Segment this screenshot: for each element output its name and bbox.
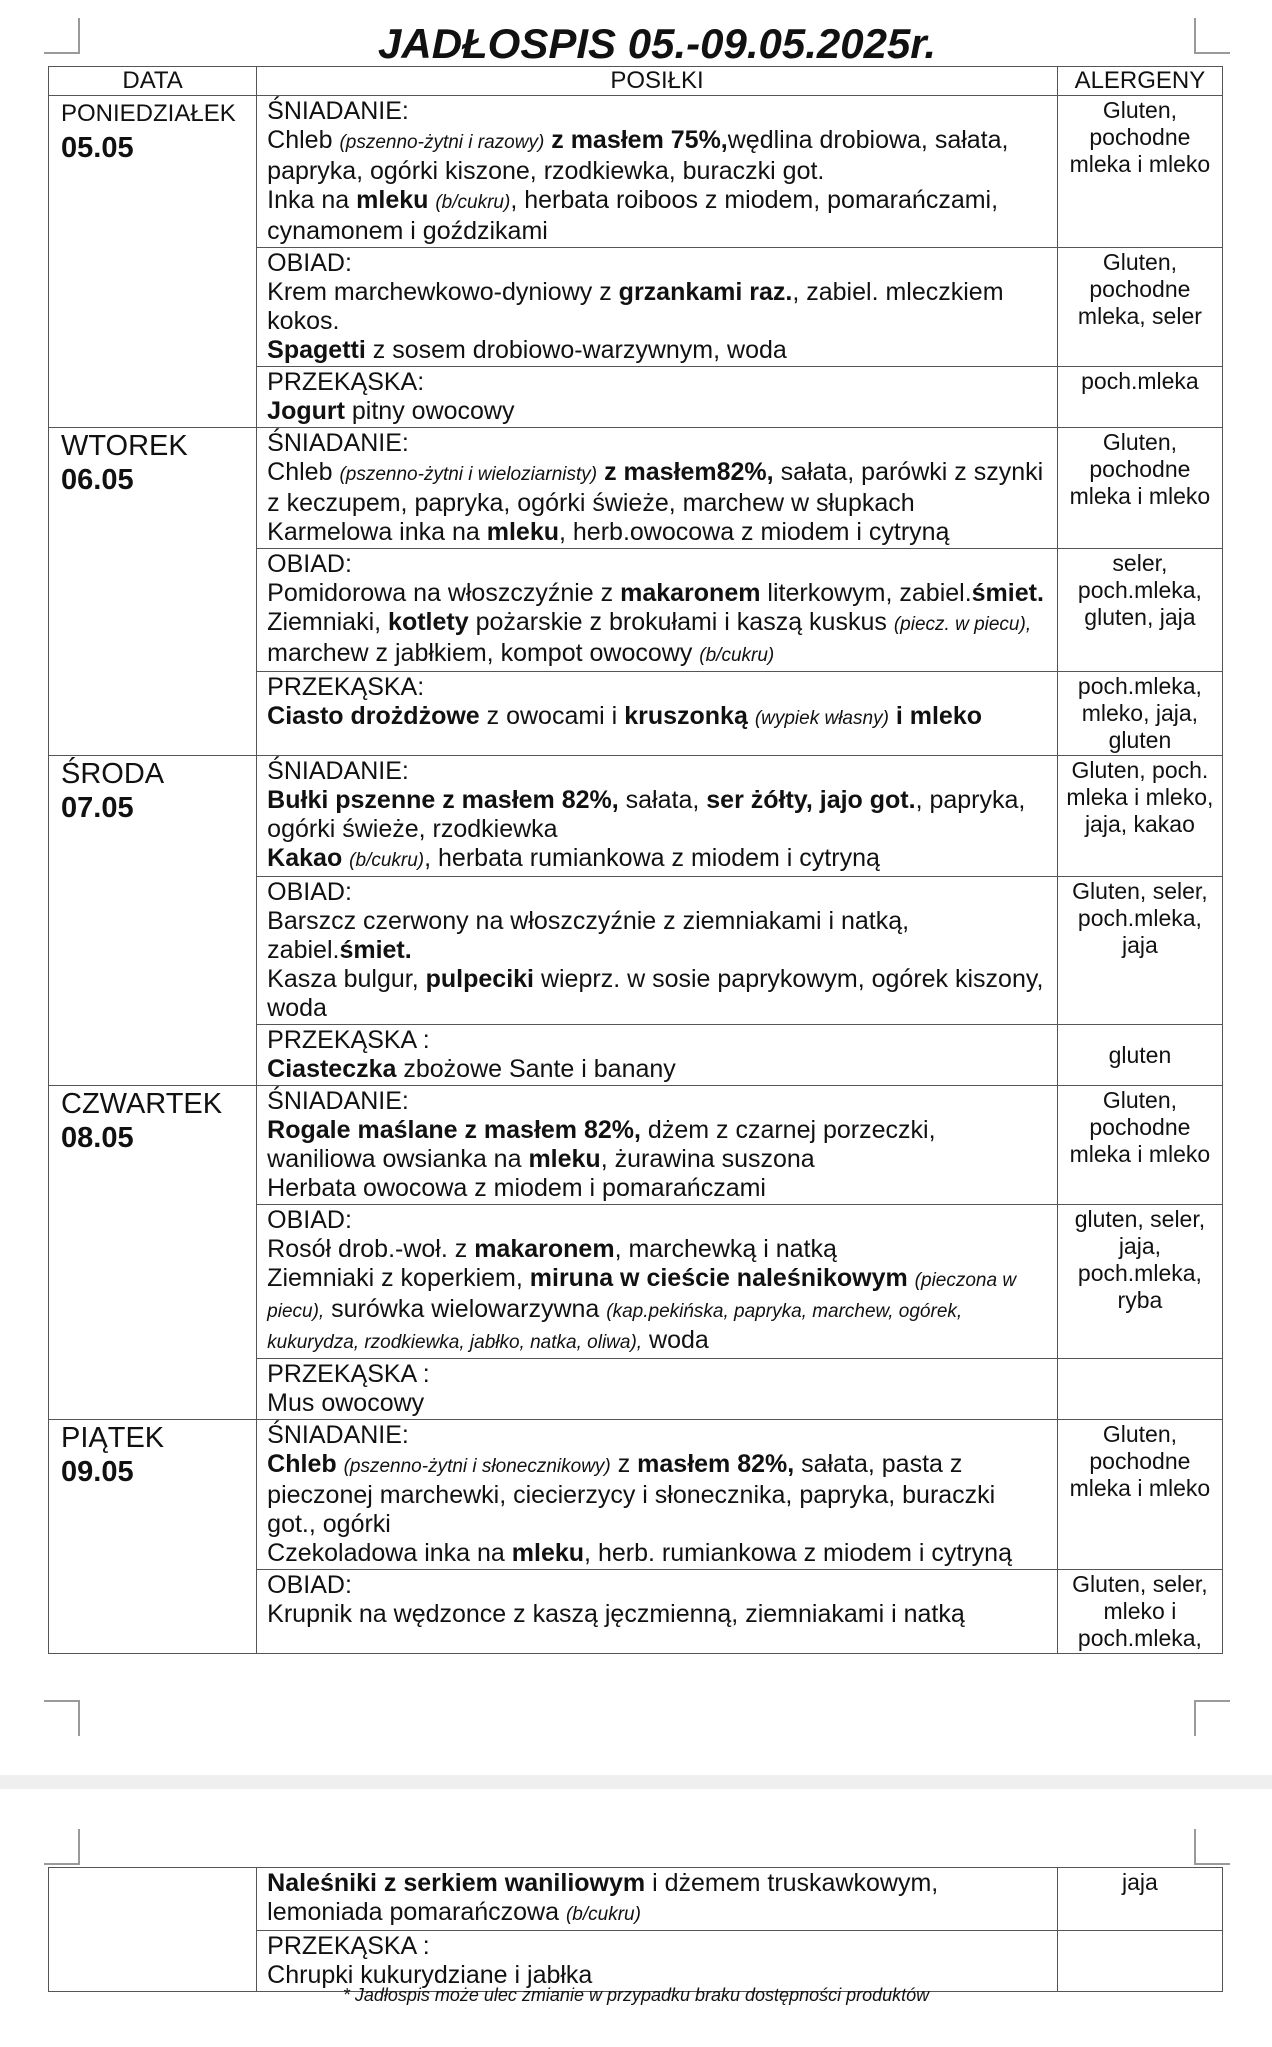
meal-note: (kap.pekińska, papryka, marchew, ogórek, kukurydza, rzodkiewka, jabłko, natka, oliwa), xyxy=(267,1301,963,1353)
meal-text: Rosół drob.-woł. z xyxy=(267,1235,468,1263)
meal-text: z xyxy=(617,1450,631,1478)
meal-label: OBIAD: xyxy=(267,550,352,578)
allergens-cell: gluten, seler, jaja, poch.mleka, ryba xyxy=(1057,1205,1222,1359)
meal-label: OBIAD: xyxy=(267,1571,352,1599)
allergens-cell: Gluten, pochodne mleka i mleko xyxy=(1057,428,1222,549)
meal-text: kruszonką xyxy=(624,702,748,730)
meal-text: Mus owocowy xyxy=(267,1389,425,1417)
meal-note: (piecz. w piecu), xyxy=(893,614,1032,635)
day-cell xyxy=(49,756,257,1086)
breakfast-cell xyxy=(257,428,1058,549)
meal-text: Bułki pszenne z masłem 82%, xyxy=(267,786,619,814)
day-name: ŚRODA xyxy=(61,758,165,790)
meal-note: (pieczona w piecu), xyxy=(267,1270,1017,1322)
meal-note: (wypiek własny) xyxy=(754,708,889,729)
meal-label: PRZEKĄSKA : xyxy=(267,1360,430,1388)
meal-text: grzankami raz. xyxy=(618,278,793,306)
day-date: 09.05 xyxy=(61,1456,134,1488)
meal-text: mleku xyxy=(486,518,560,546)
meal-text: Karmelowa inka na xyxy=(267,518,480,546)
meal-note: (b/cukru) xyxy=(565,1904,641,1925)
day-name: PONIEDZIAŁEK xyxy=(61,100,236,127)
meal-text: marchew z jabłkiem, kompot owocowy xyxy=(267,639,693,667)
allergens-cell: jaja xyxy=(1057,1868,1222,1931)
meal-text: mleku xyxy=(356,186,429,214)
meal-text: Spagetti xyxy=(267,336,366,364)
meal-text: sałata, pasta z pieczonej marchewki, ciecierzycy i słonecznika, papryka, buraczki got., ogórki xyxy=(267,1450,996,1538)
meal-text: masłem 82%, xyxy=(637,1450,795,1478)
meal-text: woda xyxy=(649,1326,709,1354)
allergens-cell: Gluten, pochodne mleka i mleko xyxy=(1057,96,1222,248)
table-row xyxy=(49,1868,1223,1931)
meal-text: , herbata rumiankowa z miodem i cytryną xyxy=(424,844,880,872)
meal-text: dżem z czarnej porzeczki, waniliowa owsianka na xyxy=(267,1116,936,1173)
meal-text: makaronem xyxy=(620,579,761,607)
meal-text: śmiet. xyxy=(339,936,412,964)
meal-text: z sosem drobiowo-warzywnym, woda xyxy=(372,336,787,364)
meal-text: sałata, xyxy=(625,786,700,814)
page-title: JADŁOSPIS 05.-09.05.2025r. xyxy=(378,20,936,67)
meal-text: mleku xyxy=(511,1539,585,1567)
lunch-cell xyxy=(257,549,1058,672)
meal-text: Chleb xyxy=(267,1450,337,1478)
meal-text: Pomidorowa na włoszczyźnie z xyxy=(267,579,614,607)
meal-text: Barszcz czerwony na włoszczyźnie z ziemniakami i natką, zabiel. xyxy=(267,907,910,964)
crop-mark xyxy=(44,1700,80,1736)
meal-text: z masłem 75%, xyxy=(551,126,728,154)
menu-table-continued xyxy=(48,1867,1223,1992)
meal-text: i mleko xyxy=(895,702,983,730)
table-row xyxy=(49,1086,1223,1205)
meal-text: Ziemniaki z koperkiem, xyxy=(267,1264,523,1292)
snack-cell xyxy=(257,1025,1058,1086)
breakfast-cell xyxy=(257,756,1058,877)
day-name: WTOREK xyxy=(61,430,188,462)
title-row xyxy=(49,20,1223,67)
lunch-cell xyxy=(257,1868,1058,1931)
meal-text: , zabiel. mleczkiem kokos. xyxy=(267,278,1004,335)
allergens-cell xyxy=(1057,1931,1222,1992)
meal-label: ŚNIADANIE: xyxy=(267,429,409,457)
allergens-cell: poch.mleka, mleko, jaja, gluten xyxy=(1057,672,1222,756)
meal-note: (pszenno-żytni i wieloziarnisty) xyxy=(339,464,598,485)
meal-label: OBIAD: xyxy=(267,249,352,277)
meal-label: ŚNIADANIE: xyxy=(267,97,409,125)
meal-text: Ciasteczka xyxy=(267,1055,397,1083)
meal-text: sałata, parówki z szynki z keczupem, papryka, ogórki świeże, marchew w słupkach xyxy=(267,458,1044,517)
meal-text: Krem marchewkowo-dyniowy z xyxy=(267,278,612,306)
day-cell xyxy=(49,1868,257,1992)
breakfast-cell xyxy=(257,1086,1058,1205)
meal-label: PRZEKĄSKA : xyxy=(267,1026,430,1054)
snack-cell xyxy=(257,1931,1058,1992)
meal-text: , marchewką i natką xyxy=(614,1235,837,1263)
allergens-cell: Gluten, poch. mleka i mleko, jaja, kakao xyxy=(1057,756,1222,877)
meal-text: mleku xyxy=(528,1145,601,1173)
meal-text: Chleb xyxy=(267,458,333,486)
meal-text: śmiet. xyxy=(971,579,1044,607)
meal-text: Ziemniaki, xyxy=(267,608,382,636)
allergens-cell: Gluten, pochodne mleka, seler xyxy=(1057,248,1222,367)
table-row xyxy=(49,756,1223,877)
meal-label: PRZEKĄSKA: xyxy=(267,368,425,396)
meal-text: wieprz. w sosie paprykowym, ogórek kiszony, woda xyxy=(267,965,1044,1022)
meal-label: OBIAD: xyxy=(267,878,352,906)
header-row xyxy=(49,67,1223,96)
meal-label: PRZEKĄSKA: xyxy=(267,673,425,701)
crop-mark xyxy=(44,1829,80,1865)
table-row xyxy=(49,1420,1223,1570)
breakfast-cell xyxy=(257,96,1058,248)
header-date: DATA xyxy=(49,67,257,96)
day-cell xyxy=(49,1420,257,1654)
meal-text: , żurawina suszona xyxy=(600,1145,815,1173)
crop-mark xyxy=(1194,1829,1230,1865)
lunch-cell xyxy=(257,248,1058,367)
meal-text: , herb.owocowa z miodem i cytryną xyxy=(559,518,950,546)
meal-text: Kakao xyxy=(267,844,343,872)
meal-note: (b/cukru) xyxy=(349,850,425,871)
meal-note: (pszenno-żytni i słonecznikowy) xyxy=(343,1456,611,1477)
allergens-cell: Gluten, pochodne mleka i mleko xyxy=(1057,1420,1222,1570)
allergens-cell xyxy=(1057,1359,1222,1420)
day-date: 08.05 xyxy=(61,1122,134,1154)
allergens-cell: Gluten, seler, poch.mleka, jaja xyxy=(1057,877,1222,1025)
meal-text: Chleb xyxy=(267,126,333,154)
meal-text: miruna w cieście naleśnikowym xyxy=(529,1264,908,1292)
day-cell xyxy=(49,1086,257,1420)
day-name: PIĄTEK xyxy=(61,1422,165,1454)
meal-text: Jogurt xyxy=(267,397,345,425)
meal-label: PRZEKĄSKA : xyxy=(267,1932,430,1960)
day-cell xyxy=(49,428,257,756)
meal-text: Inka na xyxy=(267,186,350,214)
allergens-cell: poch.mleka xyxy=(1057,367,1222,428)
meal-text: makaronem xyxy=(474,1235,615,1263)
meal-note: (pszenno-żytni i razowy) xyxy=(339,132,545,153)
meal-text: pulpeciki xyxy=(425,965,534,993)
header-allergens: ALERGENY xyxy=(1057,67,1222,96)
meal-text: z masłem82%, xyxy=(604,458,774,486)
lunch-cell xyxy=(257,1570,1058,1654)
meal-note: (b/cukru) xyxy=(435,192,511,213)
meal-text: literkowym, zabiel. xyxy=(767,579,972,607)
meal-text: wędlina drobiowa, sałata, papryka, ogórki kiszone, rzodkiewka, buraczki got. xyxy=(267,126,1009,185)
table-row xyxy=(49,428,1223,549)
meal-label: OBIAD: xyxy=(267,1206,352,1234)
snack-cell xyxy=(257,1359,1058,1420)
day-date: 05.05 xyxy=(61,132,134,164)
meal-text: Ciasto drożdżowe xyxy=(267,702,480,730)
meal-text: Herbata owocowa z miodem i pomarańczami xyxy=(267,1174,766,1202)
snack-cell xyxy=(257,672,1058,756)
meal-text: kotlety xyxy=(388,608,469,636)
meal-text: pitny owocowy xyxy=(351,397,515,425)
meal-text: ser żółty, jajo got. xyxy=(706,786,916,814)
day-date: 07.05 xyxy=(61,792,134,824)
meal-text: , papryka, ogórki świeże, rzodkiewka xyxy=(267,786,1026,843)
meal-text: Krupnik na wędzonce z kaszą jęczmienną, ziemniakami i natką xyxy=(267,1600,965,1628)
allergens-cell: Gluten, seler, mleko i poch.mleka, xyxy=(1057,1570,1222,1654)
lunch-cell xyxy=(257,1205,1058,1359)
meal-text: Kasza bulgur, xyxy=(267,965,419,993)
meal-text: Naleśniki z serkiem waniliowym xyxy=(267,1869,646,1897)
breakfast-cell xyxy=(257,1420,1058,1570)
page-2 xyxy=(0,1789,1272,2047)
meal-text: Rogale maślane z masłem 82%, xyxy=(267,1116,641,1144)
allergens-cell: gluten xyxy=(1057,1025,1222,1086)
page-gap xyxy=(0,1775,1272,1789)
table-row xyxy=(49,96,1223,248)
meal-text: , herbata roiboos z miodem, pomarańczami, cynamonem i goździkami xyxy=(267,186,999,245)
menu-table xyxy=(48,20,1223,1654)
meal-text: zbożowe Sante i banany xyxy=(403,1055,676,1083)
meal-text: Czekoladowa inka na xyxy=(267,1539,505,1567)
meal-text: , herb. rumiankowa z miodem i cytryną xyxy=(584,1539,1012,1567)
snack-cell xyxy=(257,367,1058,428)
day-name: CZWARTEK xyxy=(61,1088,223,1120)
meal-label: ŚNIADANIE: xyxy=(267,757,409,785)
allergens-cell: Gluten, pochodne mleka i mleko xyxy=(1057,1086,1222,1205)
lunch-cell xyxy=(257,877,1058,1025)
allergens-cell: seler, poch.mleka, gluten, jaja xyxy=(1057,549,1222,672)
meal-note: (b/cukru) xyxy=(699,645,775,666)
footnote: * Jadłospis może ulec zmianie w przypadku braku dostępności produktów xyxy=(342,1985,930,2005)
meal-label: ŚNIADANIE: xyxy=(267,1421,409,1449)
meal-label: ŚNIADANIE: xyxy=(267,1087,409,1115)
day-cell xyxy=(49,96,257,428)
day-date: 06.05 xyxy=(61,464,134,496)
header-meals: POSIŁKI xyxy=(257,67,1058,96)
meal-text: surówka wielowarzywna xyxy=(331,1295,600,1323)
meal-text: pożarskie z brokułami i kaszą kuskus xyxy=(475,608,887,636)
meal-text: Chrupki kukurydziane i jabłka xyxy=(267,1961,593,1989)
meal-text: z owocami i xyxy=(486,702,618,730)
meal-text: i dżemem truskawkowym, lemoniada pomarańczowa xyxy=(267,1869,939,1926)
crop-mark xyxy=(1194,1700,1230,1736)
